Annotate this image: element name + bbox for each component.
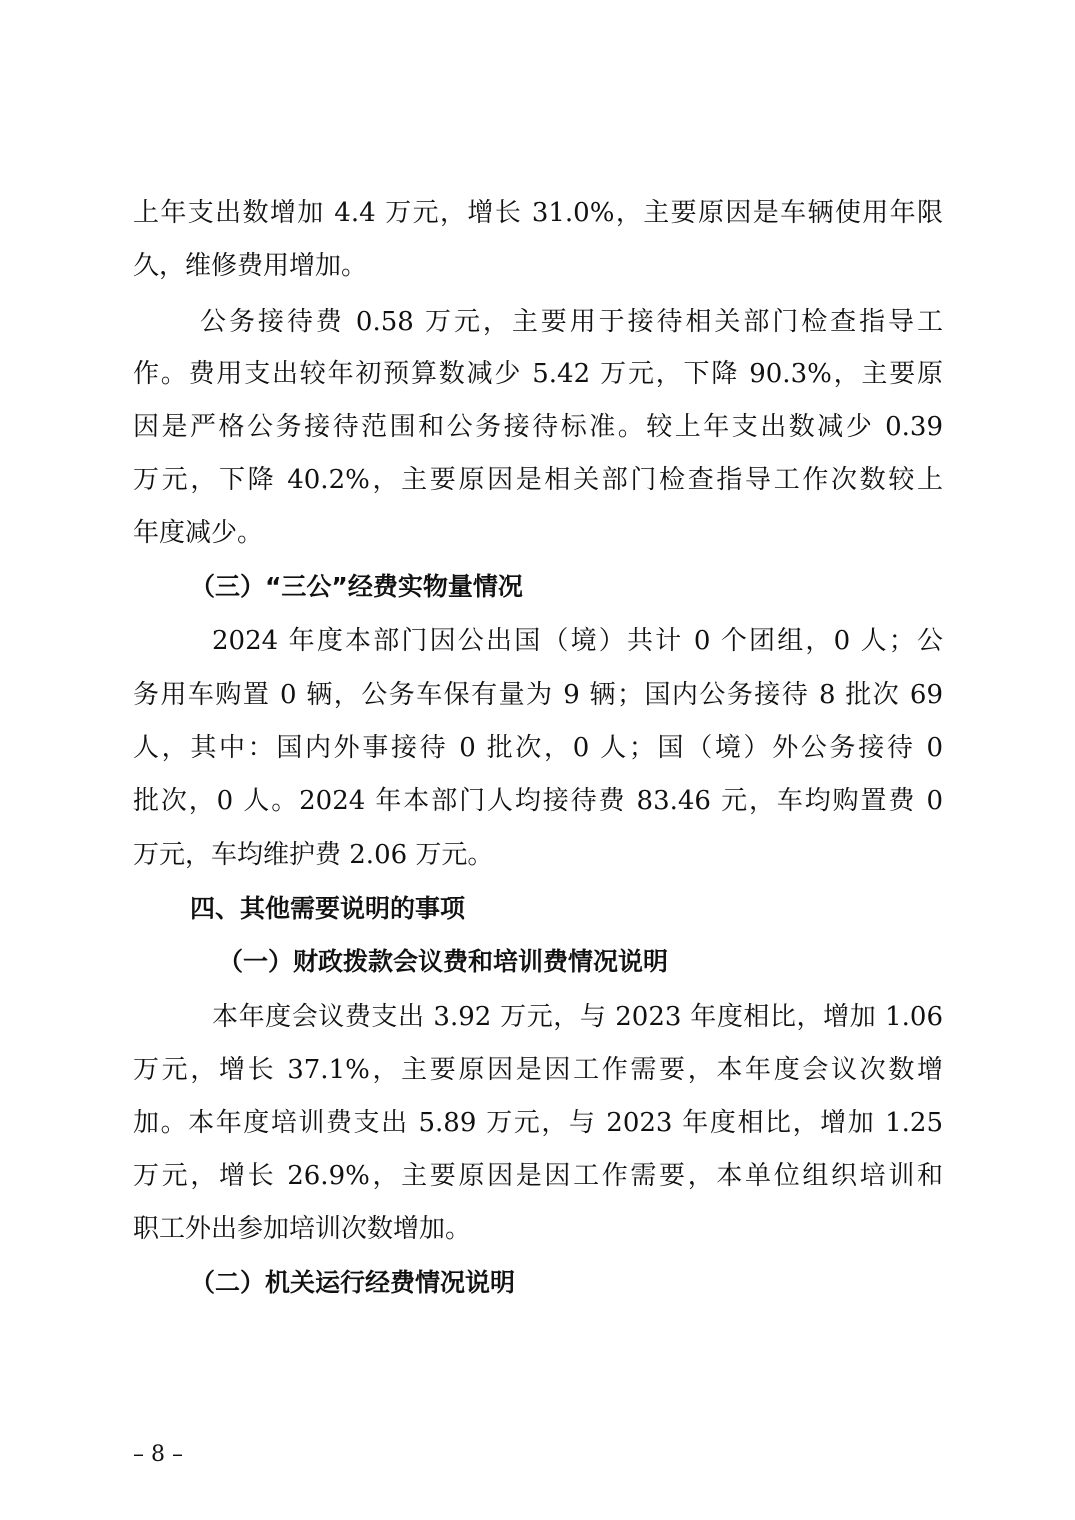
section-heading: 四、其他需要说明的事项 [190, 894, 466, 923]
page-number: – 8 – [133, 1442, 183, 1467]
body-text-line: 本年度会议费支出 3.92 万元，与 2023 年度相比，增加 1.06 [212, 1002, 943, 1032]
body-text-line: 因是严格公务接待范围和公务接待标准。较上年支出数减少 0.39 [133, 412, 943, 442]
body-text-line: 人，其中：国内外事接待 0 批次，0 人；国（境）外公务接待 0 [133, 733, 943, 763]
body-text-line: 年度减少。 [133, 518, 264, 548]
body-text-line: 作。费用支出较年初预算数减少 5.42 万元，下降 90.3%，主要原 [133, 359, 943, 389]
section-heading: （三）“三公”经费实物量情况 [190, 572, 523, 601]
body-text-line: 万元，车均维护费 2.06 万元。 [133, 840, 494, 870]
body-text-line: 2024 年度本部门因公出国（境）共计 0 个团组，0 人；公 [212, 626, 943, 656]
section-heading: （一）财政拨款会议费和培训费情况说明 [218, 947, 669, 976]
body-text-line: 万元，下降 40.2%，主要原因是相关部门检查指导工作次数较上 [133, 465, 943, 495]
body-text-line: 公务接待费 0.58 万元，主要用于接待相关部门检查指导工 [200, 307, 943, 337]
body-text-line: 万元，增长 26.9%，主要原因是因工作需要，本单位组织培训和 [133, 1161, 943, 1191]
body-text-line: 久，维修费用增加。 [133, 251, 368, 281]
body-text-line: 务用车购置 0 辆，公务车保有量为 9 辆；国内公务接待 8 批次 69 [133, 680, 943, 710]
body-text-line: 批次，0 人。2024 年本部门人均接待费 83.46 元，车均购置费 0 [133, 786, 943, 816]
body-text-line: 职工外出参加培训次数增加。 [133, 1214, 472, 1244]
body-text-line: 万元，增长 37.1%，主要原因是因工作需要，本年度会议次数增 [133, 1055, 943, 1085]
body-text-line: 加。本年度培训费支出 5.89 万元，与 2023 年度相比，增加 1.25 [133, 1108, 943, 1138]
body-text-line: 上年支出数增加 4.4 万元，增长 31.0%，主要原因是车辆使用年限 [133, 198, 943, 228]
section-heading: （二）机关运行经费情况说明 [190, 1268, 516, 1297]
